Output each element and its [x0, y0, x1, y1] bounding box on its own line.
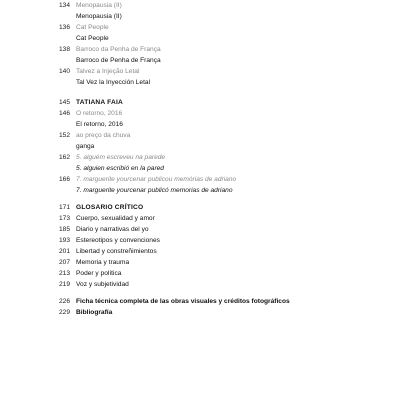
page-number: 226 — [58, 298, 70, 305]
entry-title: El retorno, 2016 — [76, 121, 123, 128]
entry-title: Libertad y constreñimientos — [76, 248, 157, 255]
entry-title: 5. alguém escreveu na parede — [76, 154, 166, 161]
entry-title: Diario y narrativas del yo — [76, 226, 149, 233]
page-number: 171 — [58, 204, 70, 211]
entry-title: Barroco de Penha de França — [76, 57, 161, 64]
entry-title: 7. marguerite yourcenar publicó memorias de adriano — [76, 187, 233, 194]
entry-title: O retorno, 2016 — [76, 110, 123, 117]
entry-title: 7. marguerite yourcenar publicou memórias de adriano — [76, 176, 237, 183]
page-number: 201 — [58, 248, 70, 255]
entry-title: Ficha técnica completa de las obras visuales y créditos fotográficos — [76, 298, 290, 305]
entry-title: ao preço da chuva — [76, 132, 131, 139]
entry-title: ganga — [76, 143, 95, 150]
page-number: 219 — [58, 281, 70, 288]
entry-title: Cat People — [76, 24, 109, 31]
page-number: 146 — [58, 110, 70, 117]
page-number: 193 — [58, 237, 70, 244]
entry-title: Poder y política — [76, 270, 122, 277]
page-number: 166 — [58, 176, 70, 183]
entry-title: Memoria y trauma — [76, 259, 130, 266]
section-title: GLOSARIO CRÍTICO — [76, 204, 144, 211]
page-number: 145 — [58, 99, 70, 106]
page-number: 213 — [58, 270, 70, 277]
entry-title: Cuerpo, sexualidad y amor — [76, 215, 155, 222]
entry-title: 5. alguien escribió en la pared — [76, 165, 164, 172]
entry-title: Cat People — [76, 35, 109, 42]
entry-title: Talvez a Injeção Letal — [76, 68, 140, 75]
entry-title: Voz y subjetividad — [76, 281, 129, 288]
section-title: TATIANA FAIA — [76, 99, 123, 106]
entry-title: Menopausia (II) — [76, 13, 122, 20]
page-number: 152 — [58, 132, 70, 139]
page-number: 138 — [58, 46, 70, 53]
page-number: 162 — [58, 154, 70, 161]
entry-title: Barroco da Penha de França — [76, 46, 161, 53]
entry-title: Estereotipos y convenciones — [76, 237, 160, 244]
page-number: 229 — [58, 309, 70, 316]
page-number: 185 — [58, 226, 70, 233]
entry-title: Tal Vez la Inyección Letal — [76, 79, 151, 86]
page-number: 136 — [58, 24, 70, 31]
page-number: 140 — [58, 68, 70, 75]
entry-title: Menopausia (II) — [76, 2, 122, 9]
page-number: 173 — [58, 215, 70, 222]
entry-title: Bibliografía — [76, 309, 113, 316]
page-number: 134 — [58, 2, 70, 9]
page-number: 207 — [58, 259, 70, 266]
